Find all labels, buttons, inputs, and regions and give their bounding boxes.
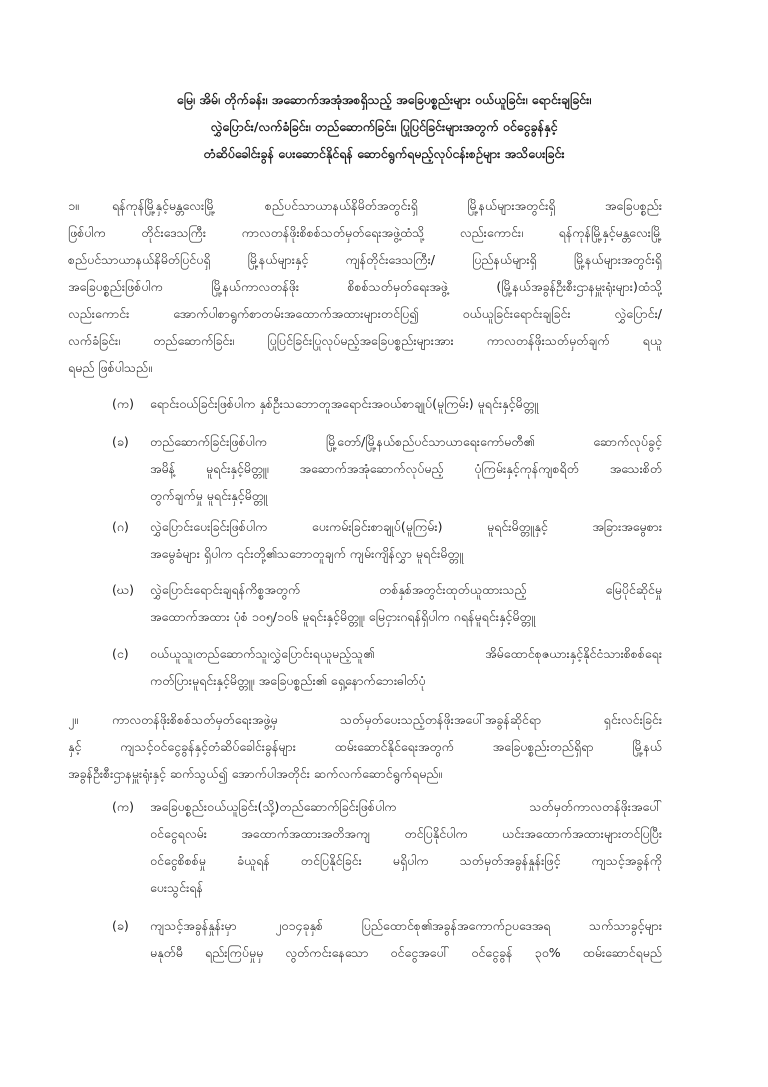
- document-title: [60, 86, 708, 167]
- list-item: [150, 390, 662, 417]
- paragraph-line: နှင့် ကျသင့်ဝင်ငွေခွန်နှင့်တံဆိပ်ခေါင်းခွန်များ ထမ်းဆောင်နိုင်ရေးအတွက် အခြေပစ္စည်းတည်ရှိရာ မြို့နယ်: [68, 739, 662, 754]
- title-line: လွှဲပြောင်း/လက်ခံခြင်း၊ တည်ဆောက်ခြင်း၊ ပြုပြင်ခြင်းများအတွက် ဝင်ငွေခွန်နှင့်: [210, 119, 558, 134]
- list-item-marker: (က): [112, 799, 134, 814]
- section-number: ၂။: [68, 712, 78, 727]
- list-item-marker: (င): [112, 646, 129, 661]
- list-item: [150, 513, 662, 567]
- paragraph-line: ကာလတန်ဖိုးစိစစ်သတ်မှတ်ရေးအဖွဲ့မှ သတ်မှတ်ပေးသည့်တန်ဖိုးအပေါ်အခွန်ဆိုင်ရာ ရှင်းလင်းခြင်း: [112, 712, 662, 727]
- paragraph-line: လည်းကောင်း အောက်ပါစာရွက်စာတမ်းအထောက်အထားများတင်ပြ၍ ဝယ်ယူခြင်းရောင်းချခြင်း လွှဲပြောင်း/: [68, 306, 662, 321]
- section-2-paragraph-cont: [68, 733, 662, 787]
- list-item-marker: (ခ): [112, 434, 129, 449]
- section-1-paragraph: [112, 192, 662, 219]
- list-item: [150, 912, 662, 966]
- paragraph-line: ဖြစ်ပါက တိုင်းဒေသကြီး ကာလတန်ဖိုးစိစစ်သတ်မှတ်ရေးအဖွဲ့ထံသို့ လည်းကောင်း၊ ရန်ကုန်မြို့နှင့်မန္တလေးမြို့: [68, 225, 662, 240]
- list-item-line: ကျသင့်အခွန်နှုန်းမှာ ၂၀၁၄ခုနှစ် ပြည်ထောင်စု၏အခွန်အကောက်ဥပဒေအရ သက်သာခွင့်များ: [150, 918, 662, 933]
- list-item-line: မနုတ်မီ ရည်းကြပ်မှုမှ လွတ်ကင်းနေသော ဝင်ငွေအပေါ် ဝင်ငွေခွန် ၃၀% ထမ်းဆောင်ရမည်: [150, 945, 662, 960]
- list-item-line: ဝင်ငွေစိစစ်မှု ခံယူရန် တင်ပြနိုင်ခြင်း မရှိပါက သတ်မှတ်အခွန်နှုန်းဖြင့် ကျသင့်အခွန်ကို: [150, 853, 662, 868]
- list-item-line: အမွေခံများ ရှိပါက ၎င်းတို့၏သဘောတူချက် ကျမ်းကျိန်လွှာ မူရင်းမိတ္တူ: [150, 546, 464, 561]
- list-item-line: ပေးသွင်းရန်: [150, 880, 203, 895]
- section-1-paragraph-cont: [68, 219, 662, 381]
- list-item: [150, 793, 662, 901]
- list-item: [150, 428, 662, 509]
- list-item-line: အခြေပစ္စည်းဝယ်ယူခြင်း(သို့)တည်ဆောက်ခြင်းဖြစ်ပါက သတ်မှတ်ကာလတန်ဖိုးအပေါ်: [150, 799, 662, 814]
- list-item-line: တွက်ချက်မှု မူရင်းနှင့်မိတ္တူ: [150, 488, 268, 503]
- list-item: [150, 640, 662, 694]
- section-number: ၁။: [68, 198, 79, 213]
- list-item-line: လွှဲပြောင်းရောင်းချရန်ကိစ္စအတွက် တစ်နှစ်အတွင်းထုတ်ယူထားသည့် မြေပိုင်ဆိုင်မှု: [150, 582, 662, 597]
- list-item-line: အမိန့် မူရင်းနှင့်မိတ္တူ၊ အဆောက်အအုံဆောက်လုပ်မည့် ပုံကြမ်းနှင့်ကုန်ကျစရိတ် အသေးစိတ်: [150, 461, 662, 476]
- list-item: [150, 576, 662, 630]
- paragraph-line: စည်ပင်သာယာနယ်နိမိတ်ပြင်ပရှိ မြို့နယ်များနှင့် ကျန်တိုင်းဒေသကြီး/ ပြည်နယ်များရှိ မြို့နယ်များအတွင်းရှိ: [68, 252, 662, 267]
- list-item-marker: (က): [112, 396, 134, 411]
- list-item-marker: (ဃ): [112, 582, 134, 597]
- paragraph-line: ရန်ကုန်မြို့နှင့်မန္တလေးမြို့ စည်ပင်သာယာနယ်နိမိတ်အတွင်းရှိ မြို့နယ်များအတွင်းရှိ အခြေပစ္စည်း: [112, 198, 662, 213]
- list-item-marker: (ခ): [112, 918, 129, 933]
- paragraph-line: အခွန်ဦးစီးဌာနမှူးရုံးနှင့် ဆက်သွယ်၍ အောက်ပါအတိုင်း ဆက်လက်ဆောင်ရွက်ရမည်။: [68, 766, 443, 781]
- paragraph-line: ရမည် ဖြစ်ပါသည်။: [68, 360, 152, 375]
- list-item-line: တည်ဆောက်ခြင်းဖြစ်ပါက မြို့တော်/မြို့နယ်စည်ပင်သာယာရေးကော်မတီ၏ ဆောက်လုပ်ခွင့်: [150, 434, 662, 449]
- list-item-line: ရောင်းဝယ်ခြင်းဖြစ်ပါက နှစ်ဦးသဘောတူအရောင်းအဝယ်စာချုပ်(မူကြမ်း) မူရင်းနှင့်မိတ္တူ: [150, 396, 539, 411]
- list-item-line: ဝယ်ယူသူ၊တည်ဆောက်သူ၊လွှဲပြောင်းရယူမည့်သူ၏ အိမ်ထောင်စုဇယားနှင့်နိုင်ငံသားစိစစ်ရေး: [150, 646, 662, 661]
- list-item-marker: (ဂ): [112, 519, 129, 534]
- list-item-line: ကတ်ပြားမူရင်းနှင့်မိတ္တူ၊ အခြေပစ္စည်း၏ ရှေ့နောက်ဘေးဓါတ်ပုံ: [150, 673, 426, 688]
- paragraph-line: လက်ခံခြင်း၊ တည်ဆောက်ခြင်း၊ ပြုပြင်ခြင်းပြုလုပ်မည့်အခြေပစ္စည်းများအား ကာလတန်ဖိုးသတ်မှတ်ချက် ရယူ: [68, 333, 662, 348]
- title-line: မြေ၊ အိမ်၊ တိုက်ခန်း၊ အဆောက်အအုံအစရှိသည့် အခြေပစ္စည်းများ ဝယ်ယူခြင်း၊ ရောင်းချခြင်း၊: [176, 92, 592, 107]
- paragraph-line: အခြေပစ္စည်းဖြစ်ပါက မြို့နယ်ကာလတန်ဖိုး စိစစ်သတ်မှတ်ရေးအဖွဲ့ (မြို့နယ်အခွန်ဦးစီးဌာနမှူးရုံးများ)ထံသို့: [68, 279, 662, 294]
- list-item-line: လွှဲပြောင်းပေးခြင်းဖြစ်ပါက ပေးကမ်းခြင်းစာချုပ်(မူကြမ်း) မူရင်းမိတ္တူနှင့် အခြားအမွေစား: [150, 519, 662, 534]
- section-2-paragraph: [112, 706, 662, 733]
- list-item-line: အထောက်အထား ပုံစံ ၁၀၅/၁၀၆ မူရင်းနှင့်မိတ္တူ၊ မြေငှားဂရန်ရှိပါက ဂရန်မူရင်းနှင့်မိတ္တူ: [150, 609, 536, 624]
- title-line: တံဆိပ်ခေါင်းခွန် ပေးဆောင်နိုင်ရန် ဆောင်ရွက်ရမည့်လုပ်ငန်းစဉ်များ အသိပေးခြင်း: [203, 146, 565, 161]
- list-item-line: ဝင်ငွေရလမ်း အထောက်အထားအတိအကျ တင်ပြနိုင်ပါက ယင်းအထောက်အထားများတင်ပြပြီး: [150, 826, 662, 841]
